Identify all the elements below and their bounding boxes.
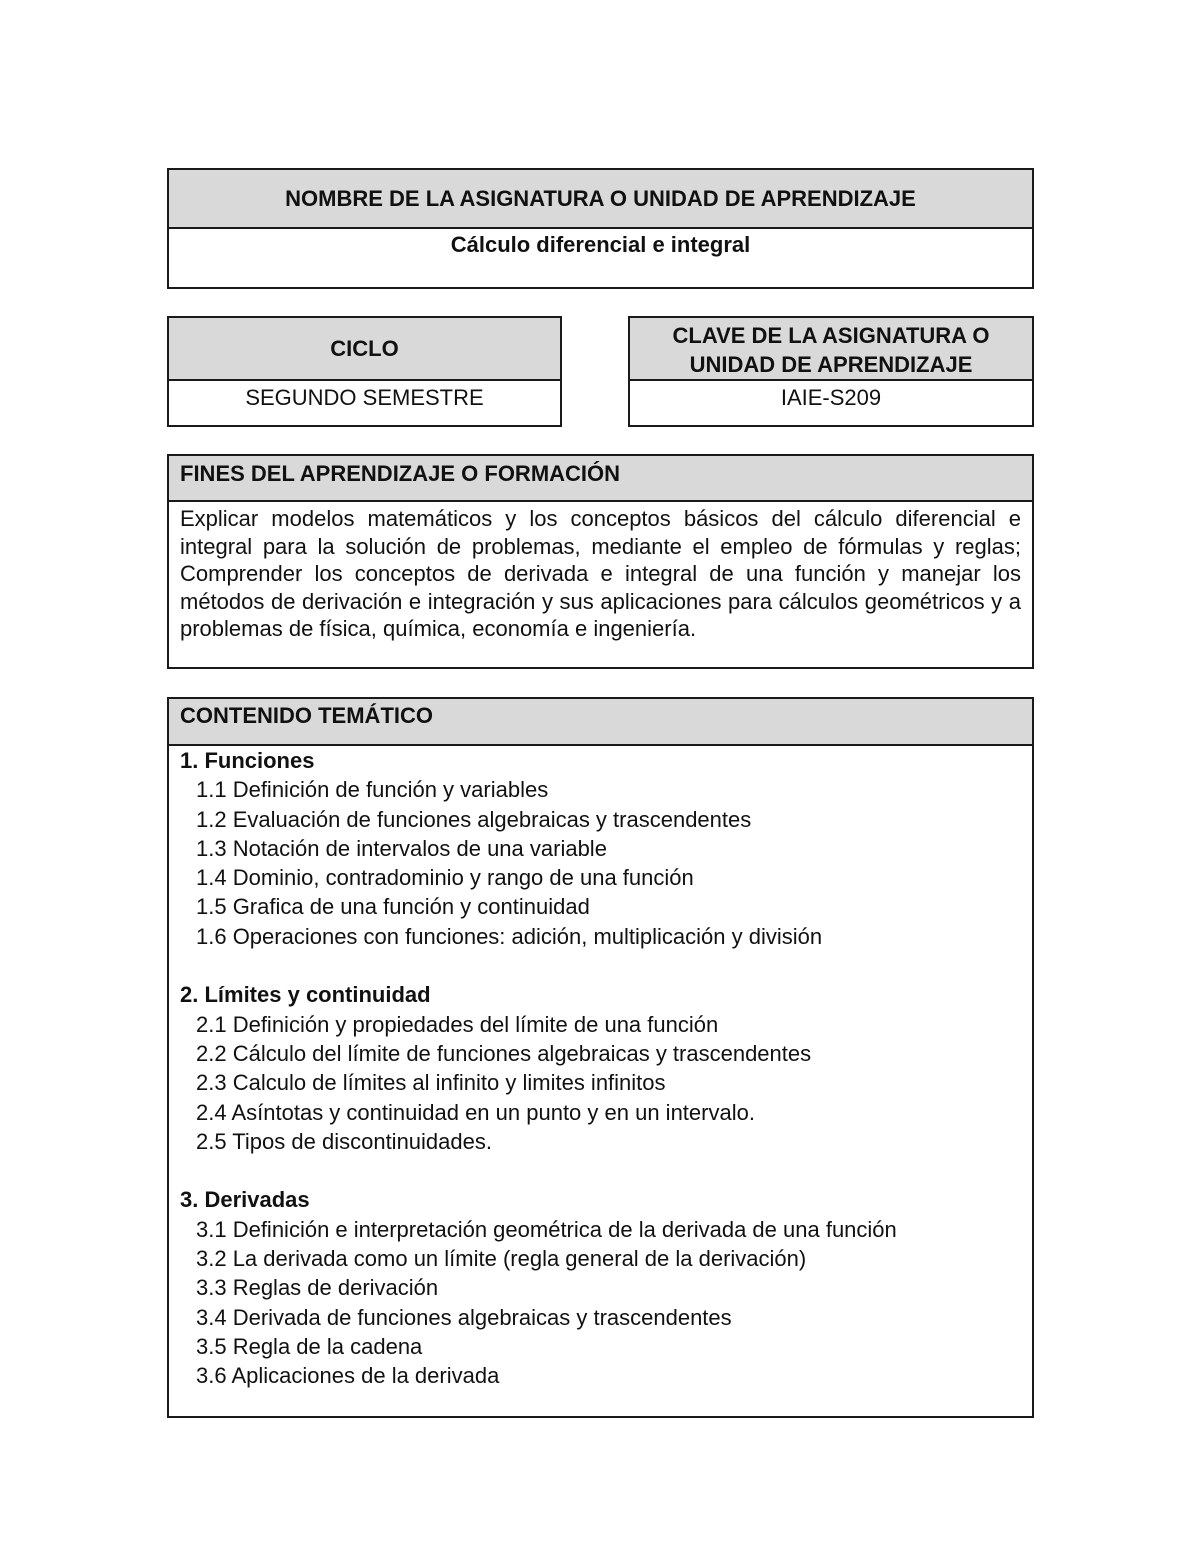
clave-value: IAIE-S209 — [780, 385, 882, 410]
asignatura-box — [167, 168, 1034, 289]
list-item: 2.5 Tipos de discontinuidades. — [196, 1128, 492, 1154]
clave-box — [628, 316, 1034, 427]
spacer — [180, 1156, 1021, 1185]
list-item: 2.2 Cálculo del límite de funciones algebraicas y trascendentes — [196, 1040, 812, 1066]
asignatura-header: NOMBRE DE LA ASIGNATURA O UNIDAD DE APRENDIZAJE — [169, 170, 1032, 229]
spacer — [180, 951, 1021, 980]
fines-box — [167, 454, 1034, 669]
list-item: 2.3 Calculo de límites al infinito y limites infinitos — [196, 1070, 666, 1096]
asignatura-value: Cálculo diferencial e integral — [450, 232, 751, 257]
ciclo-header: CICLO — [169, 318, 560, 381]
list-item: 3.6 Aplicaciones de la derivada — [196, 1363, 500, 1389]
contenido-box — [167, 697, 1034, 1418]
unit-title: 3. Derivadas — [180, 1187, 310, 1213]
clave-header-line2: UNIDAD DE APRENDIZAJE — [689, 352, 973, 377]
fines-text: Explicar modelos matemáticos y los conceptos básicos del cálculo diferencial e integral para la solución de problemas, mediante el empleo de fórmulas y reglas; Comprender los conceptos de derivada e integral de una función y manejar los métodos de derivación e integración y sus aplicaciones para cálculos geométricos y a problemas de física, química, economía e ingeniería. — [180, 506, 1021, 641]
unit-title: 2. Límites y continuidad — [180, 982, 431, 1008]
ciclo-value: SEGUNDO SEMESTRE — [245, 385, 484, 410]
clave-header — [630, 318, 1032, 381]
list-item: 3.1 Definición e interpretación geométrica de la derivada de una función — [196, 1216, 897, 1242]
contenido-body — [169, 746, 1032, 1391]
list-item: 3.3 Reglas de derivación — [196, 1275, 439, 1301]
list-item: 3.4 Derivada de funciones algebraicas y trascendentes — [196, 1304, 732, 1330]
list-item: 2.1 Definición y propiedades del límite de una función — [196, 1011, 719, 1037]
fines-header: FINES DEL APRENDIZAJE O FORMACIÓN — [169, 456, 1032, 502]
list-item: 1.4 Dominio, contradominio y rango de una función — [196, 865, 694, 891]
list-item: 3.2 La derivada como un límite (regla general de la derivación) — [196, 1246, 807, 1272]
list-item: 1.6 Operaciones con funciones: adición, multiplicación y división — [196, 923, 823, 949]
list-item: 3.5 Regla de la cadena — [196, 1333, 423, 1359]
list-item: 1.2 Evaluación de funciones algebraicas y trascendentes — [196, 806, 752, 832]
contenido-header: CONTENIDO TEMÁTICO — [169, 699, 1032, 746]
list-item: 1.5 Grafica de una función y continuidad — [196, 894, 590, 920]
clave-header-line1: CLAVE DE LA ASIGNATURA O — [672, 323, 990, 348]
unit-title: 1. Funciones — [180, 748, 315, 773]
list-item: 1.3 Notación de intervalos de una variable — [196, 835, 607, 861]
list-item: 2.4 Asíntotas y continuidad en un punto y en un intervalo. — [196, 1099, 755, 1125]
list-item: 1.1 Definición de función y variables — [196, 777, 549, 803]
ciclo-box — [167, 316, 562, 427]
